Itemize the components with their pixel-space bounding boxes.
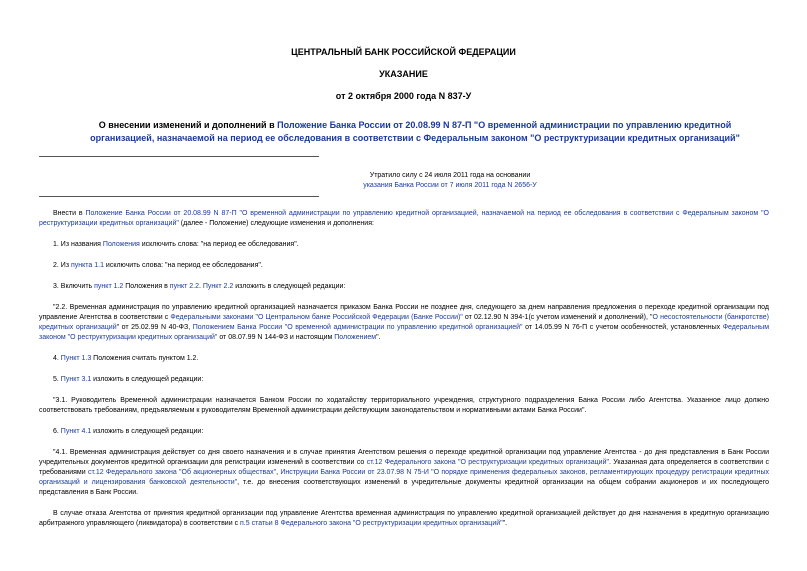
org-title: ЦЕНТРАЛЬНЫЙ БАНК РОССИЙСКОЙ ФЕДЕРАЦИИ (291, 47, 516, 57)
item-3 (39, 282, 769, 292)
text: 5. (53, 376, 61, 383)
text: от 08.07.99 N 144-ФЗ (217, 334, 288, 341)
text: с учетом особенностей, установленных (589, 324, 723, 331)
link-st-12-b[interactable]: ст.12 (87, 469, 104, 476)
text: и настоящим (287, 334, 335, 341)
link-punkt-1-3[interactable]: Пункт 1.3 (60, 355, 92, 362)
link-joint-stock-law[interactable]: Федерального закона "Об акционерных обществах" (105, 469, 277, 476)
item-2 (39, 261, 769, 271)
subject-regulation-link[interactable]: Положение Банка России от 20.08.99 N 87-П "О временной администрации по управлению кредитной организацией, назначаемой на период ее обследования в соответствии с Федеральным законом "О реструктуризации кредитных организаций" (90, 120, 740, 143)
link-cb-law[interactable]: Федеральными законами "О Центральном банке Российской Федерации (Банке России)" (170, 314, 463, 321)
link-polozheniya[interactable]: Положения (102, 241, 140, 248)
document-subject (70, 119, 760, 145)
text: " от 25.02.99 N 40-ФЗ, (116, 324, 193, 331)
status-line: Утратило силу с 24 июля 2011 года на основании (369, 172, 531, 179)
link-restructuring-law-2[interactable]: Федерального закона "О реструктуризации кредитных организаций" (384, 459, 609, 466)
link-punkt-2-2-b[interactable]: Пункт 2.2 (202, 283, 234, 290)
divider-top (39, 156, 319, 157)
text: Положения в (123, 283, 170, 290)
status-note (300, 171, 600, 191)
text: . Указанная дата определяется в соответствии с требованиями (39, 459, 769, 476)
text: Положения считать пунктом 1.2. (91, 355, 199, 362)
quote-3-1: "3.1. Руководитель Временной администрации назначается Банком России по ходатайству территориального учреждения, структурного подразделения Банка России либо Агентства. Указанное лицо должно соответствовать требованиям, предъявляемым к руководителям Временной администрации действующим законодательством и нормативными актами Банка России". (39, 397, 769, 414)
link-temp-admin-reg[interactable]: Положением Банка России "О временной администрации по управлению кредитной организацией" (192, 324, 523, 331)
link-punkt-2-2[interactable]: пункт 2.2 (169, 283, 199, 290)
item-4 (39, 354, 769, 364)
item-5 (39, 375, 769, 385)
text: изложить в следующей редакции: (91, 376, 204, 383)
text: , (276, 469, 281, 476)
text: исключить слова: "на период ее обследования". (139, 241, 299, 248)
link-bankruptcy-law[interactable]: О несостоятельности (банкротстве) кредитных организаций (39, 314, 769, 331)
link-instruction-75-i[interactable]: Инструкции Банка России от 23.07.98 N 75-И "О порядке применения федеральных законов, регламентирующих процедуру регистрации кредитных организаций и лицензирования банковской деятельности" (39, 469, 769, 486)
link-punkt-3-1[interactable]: Пункт 3.1 (60, 376, 92, 383)
text: 3. Включить (53, 283, 95, 290)
text: 6. (53, 428, 61, 435)
text: изложить в следующей редакции: (91, 428, 204, 435)
text: ". (376, 334, 381, 341)
subject-prefix: О внесении изменений и дополнений в (98, 120, 278, 130)
text: Внести в (53, 210, 86, 217)
text: (далее - Положение) следующие изменения и дополнения: (178, 220, 374, 227)
item-6 (39, 427, 769, 437)
link-punkt-1-1[interactable]: пункта 1.1 (70, 262, 104, 269)
text: . (198, 283, 203, 290)
final-paragraph (39, 509, 769, 529)
doc-date-number: от 2 октября 2000 года N 837-У (335, 91, 472, 101)
text: от 02.12.90 N 394-1 (462, 314, 529, 321)
text: 1. Из названия (53, 241, 103, 248)
regulation-link[interactable]: Положение Банка России от 20.08.99 N 87-П "О временной администрации по управлению кредитной организацией, назначаемой на период ее обследования в соответствии с Федеральным законом "О реструктуризации кредитных организаций" (39, 210, 770, 227)
status-repeal-link[interactable]: указания Банка России от 7 июля 2011 года N 2656-У (363, 182, 537, 189)
link-restructuring-law-3[interactable]: Федерального закона "О реструктуризации кредитных организаций" (280, 520, 503, 527)
text: "4.1. Временная администрация действует со дня своего назначения и в случае принятия Агентством решения о переходе кредитной организации под управление Агентства - до дня представления в Банк России учредительных документов кредитной организации для регистрации изменений в соответствии со (39, 449, 769, 466)
text: изложить в следующей редакции: (233, 283, 346, 290)
text: "2.2. Временная администрация по управлению кредитной организацией назначается приказом Банка России не позднее дня, следующего за днем направления предложения о переходе кредитной организации под управление Агентства в соответствии с (39, 304, 769, 321)
text: от 14.05.99 N 76-П (522, 324, 588, 331)
intro-paragraph (39, 209, 769, 229)
link-punkt-4-1[interactable]: Пункт 4.1 (60, 428, 92, 435)
text: В случае отказа Агентства от принятия кредитной организации под управление Агентства временная администрация по управлению кредитной организацией действует до дня назначения в кредитную организацию арбитражного управляющего (ликвидатора) в соответствии с (39, 510, 769, 527)
quote-4-1 (39, 448, 769, 498)
quote-2-2 (39, 303, 769, 343)
link-punkt-1-2[interactable]: пункт 1.2 (94, 283, 124, 290)
link-polozheniem[interactable]: Положением (334, 334, 377, 341)
divider-bottom (39, 196, 319, 197)
text: 4. (53, 355, 61, 362)
doc-type: УКАЗАНИЕ (379, 69, 428, 79)
text: , т.е. до внесения соответствующих изменений в учредительные документы кредитной организации на общем собрании акционеров и их последующего представления в Банк России. (39, 479, 769, 496)
text: (с учетом изменений и дополнений), " (528, 314, 653, 321)
item-1 (39, 240, 769, 250)
link-restructuring-law[interactable]: Федеральным законом "О реструктуризации кредитных организаций" (39, 324, 769, 341)
text: исключить слова: "на период ее обследования". (103, 262, 263, 269)
link-p5-st8[interactable]: п.5 статьи 8 (240, 520, 279, 527)
link-st-12[interactable]: ст.12 (366, 459, 383, 466)
text: ". (502, 520, 508, 527)
text: 2. Из (53, 262, 71, 269)
